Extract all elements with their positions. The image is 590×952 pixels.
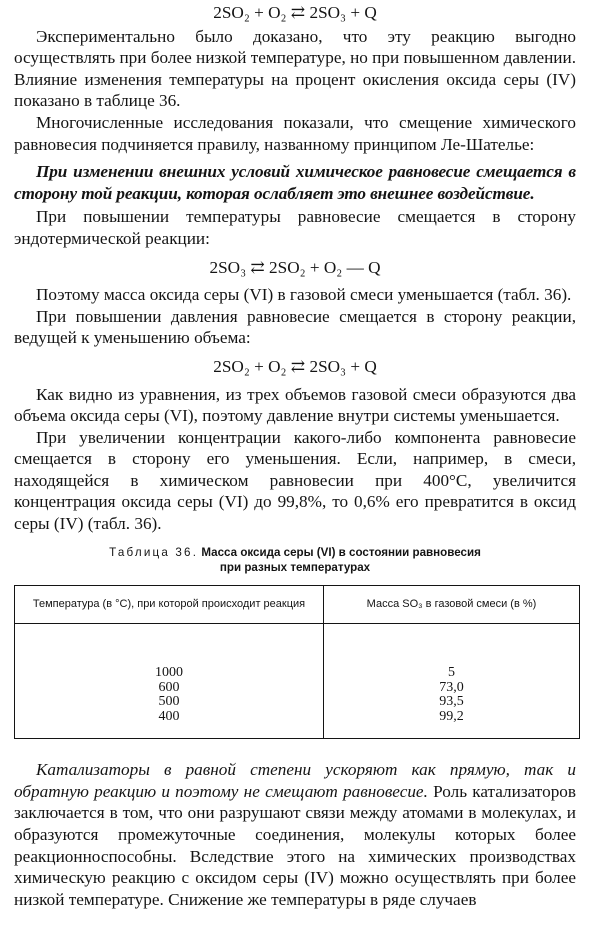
table-caption xyxy=(14,545,576,575)
table-caption-subtitle: при разных температурах xyxy=(219,560,371,574)
column-header-mass: Масса SO₃ в газовой смеси (в %) xyxy=(324,585,580,624)
table-caption-lead: Таблица 36. xyxy=(109,545,199,559)
cell-temperature: 1000 xyxy=(15,624,324,681)
paragraph-concentration: При увеличении концентрации какого-либо компонента равновесие смещается в сторону его уменьшения. Если, например, в смеси, находящейся в химическом равновесии при 400°С, увеличится концентрация оксида серы (VI) до 99,8%, то 0,6% его превратится в оксид серы (IV) (табл. 36). xyxy=(14,427,576,534)
paragraph-experiment: Экспериментально было доказано, что эту реакцию выгодно осуществлять при более низкой температуре, но при повышенном давлении. Влияние изменения температуры на процент окисления оксида серы (IV) показано в таблице 36. xyxy=(14,26,576,111)
table-row xyxy=(15,624,580,681)
catalysts-explanation: Роль катализаторов заключается в том, что они разрушают связи между атомами в молекулах, и образуются промежуточные соединения, молекулы которых более реакционноспособны. Вследствие этого на химических производствах химическую реакцию с оксидом серы (IV) можно осуществлять при более низкой температуре. Снижение же температуры в ряде случаев xyxy=(14,781,576,909)
table-row xyxy=(15,710,580,739)
equation-pressure: 2SO₂ + O₂ ⇄ 2SO₃ + Q xyxy=(213,356,377,376)
table-caption-title: Масса оксида серы (VI) в состоянии равновесия xyxy=(201,545,481,559)
cell-mass: 73,0 xyxy=(324,681,580,696)
cell-temperature: 400 xyxy=(15,710,324,739)
paragraph-catalysts xyxy=(14,759,576,910)
equation-endothermic: 2SO₃ ⇄ 2SO₂ + O₂ — Q xyxy=(209,257,381,277)
paragraph-temperature: При повышении температуры равновесие смещается в сторону эндотермической реакции: xyxy=(14,207,576,248)
paragraph-le-chatelier-intro: Многочисленные исследования показали, что смещение химического равновесия подчиняется правилу, названному принципом Ле-Шателье: xyxy=(14,112,576,154)
paragraph-volumes: Как видно из уравнения, из трех объемов газовой смеси образуются два объема оксида серы (VI), поэтому давление внутри системы уменьшается. xyxy=(14,384,576,426)
cell-temperature: 600 xyxy=(15,681,324,696)
paragraph-pressure: При повышении давления равновесие смещается в сторону реакции, ведущей к уменьшению объема: xyxy=(14,306,576,348)
table-row xyxy=(15,695,580,710)
catalysts-statement: Катализаторы в равной степени ускоряют как прямую, так и обратную реакцию и поэтому не смещают равновесие. xyxy=(14,760,576,801)
cell-mass: 99,2 xyxy=(324,710,580,739)
column-header-temperature: Температура (в °С), при которой происходит реакция xyxy=(15,585,324,624)
equation-forward: 2SO₂ + O₂ ⇄ 2SO₃ + Q xyxy=(213,3,377,22)
table-row xyxy=(15,681,580,696)
cell-temperature: 500 xyxy=(15,695,324,710)
le-chatelier-principle: При изменении внешних условий химическое равновесие смещается в сторону той реакции, которая ослабляет это внешнее воздействие. xyxy=(14,162,576,203)
cell-mass: 93,5 xyxy=(324,695,580,710)
equilibrium-table xyxy=(14,585,580,740)
cell-mass: 5 xyxy=(324,624,580,681)
paragraph-mass-decrease: Поэтому масса оксида серы (VI) в газовой смеси уменьшается (табл. 36). xyxy=(36,285,572,305)
